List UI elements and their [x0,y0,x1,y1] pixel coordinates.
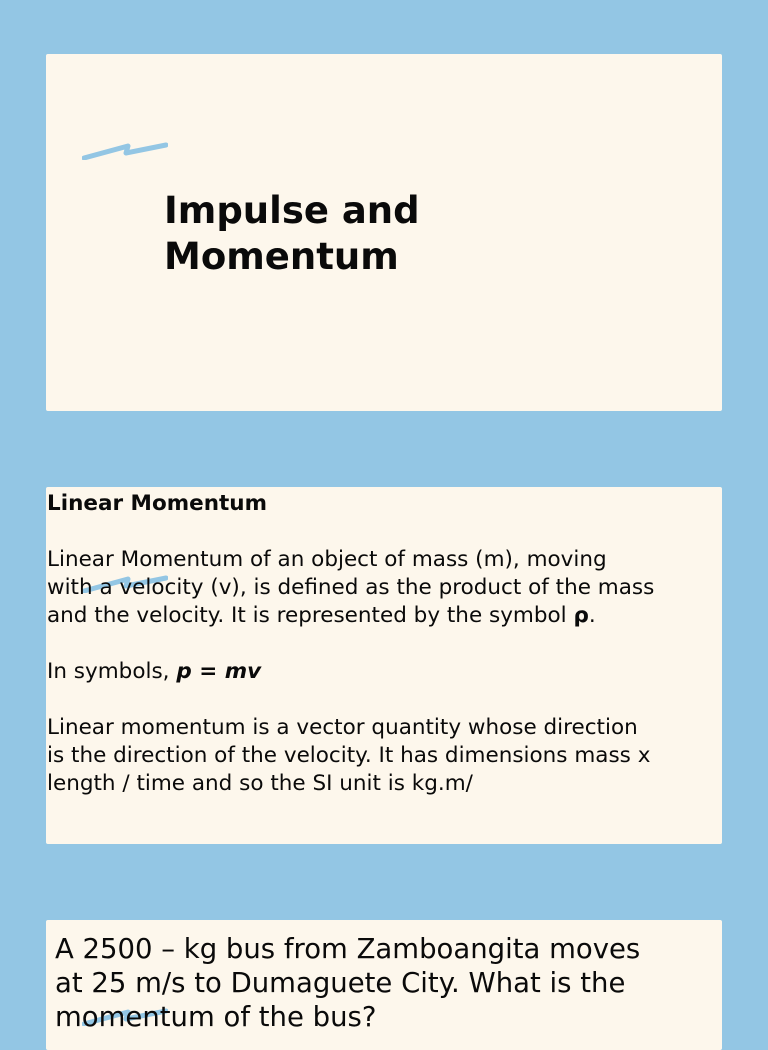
slide-problem [46,920,722,1050]
problem-line-1: A 2500 – kg bus from Zamboangita moves [55,933,641,965]
squiggle-accent-icon [82,138,168,160]
title-line-1: Impulse and [164,189,420,232]
momentum-symbol: ρ [573,603,589,628]
vector-line-3: length / time and so the SI unit is kg.m/ [47,771,473,796]
formula-paragraph [47,658,717,686]
slide-title-text [164,188,420,280]
problem-line-3: momentum of the bus? [55,1001,377,1033]
problem-text [55,932,715,1034]
slide-linear-momentum [46,487,722,844]
slide-body [47,490,717,798]
formula-prefix: In symbols, [47,659,177,684]
title-line-2: Momentum [164,235,399,278]
definition-paragraph [47,546,717,630]
definition-line-2: with a velocity (v), is defined as the product of the mass [47,575,655,600]
section-heading: Linear Momentum [47,491,267,516]
vector-paragraph [47,714,717,798]
definition-period: . [588,603,596,628]
slide-title [46,54,722,411]
vector-line-2: is the direction of the velocity. It has dimensions mass x [47,743,651,768]
definition-line-1: Linear Momentum of an object of mass (m), moving [47,547,607,572]
definition-line-3: and the velocity. It is represented by the symbol [47,603,574,628]
vector-line-1: Linear momentum is a vector quantity whose direction [47,715,638,740]
problem-line-2: at 25 m/s to Dumaguete City. What is the [55,967,626,999]
momentum-formula: p = mv [176,659,262,684]
